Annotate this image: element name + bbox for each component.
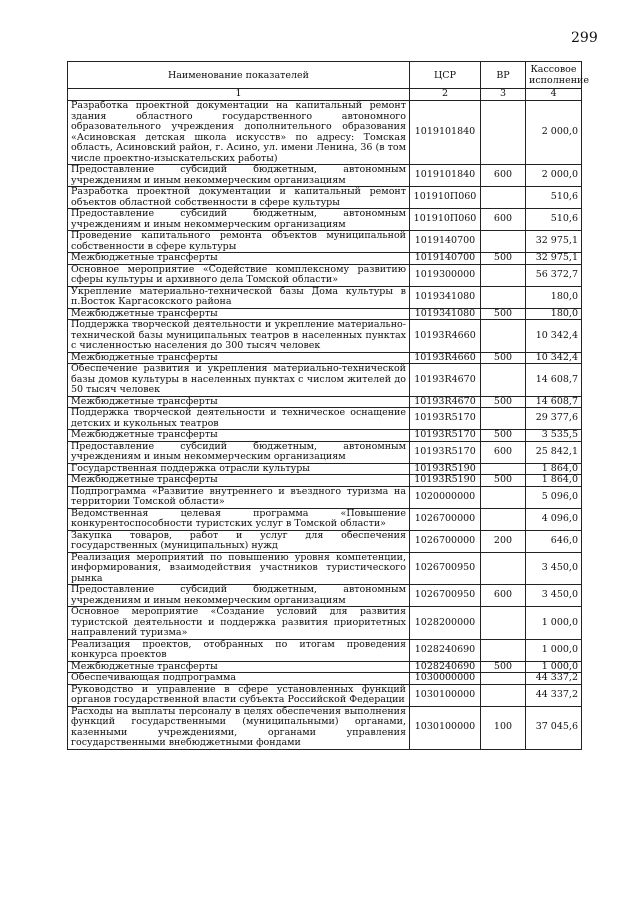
- row-csr: 10193R5170: [410, 408, 481, 430]
- header-csr: ЦСР: [410, 62, 481, 89]
- row-amount: 1 864,0: [526, 475, 582, 487]
- row-name: Подпрограмма «Развитие внутреннего и въездного туризма на территории Томской области»: [68, 486, 410, 508]
- row-vr: [481, 187, 526, 209]
- table-row: [68, 187, 582, 209]
- row-vr: 100: [481, 706, 526, 749]
- row-name: Межбюджетные трансферты: [68, 308, 410, 320]
- row-name: Межбюджетные трансферты: [68, 352, 410, 364]
- row-csr: 10193R5170: [410, 430, 481, 442]
- header-execution: Кассовое исполнение: [526, 62, 582, 89]
- row-vr: 500: [481, 475, 526, 487]
- row-amount: 3 450,0: [526, 585, 582, 607]
- row-name: Поддержка творческой деятельности и укрепление материально-технической базы муниципальных театров в населенных пунктах с численностью населения до 300 тысяч человек: [68, 320, 410, 353]
- row-name: Разработка проектной документации на капитальный ремонт здания областного государственного автономного образовательного учреждения дополнительного образования «Асиновская детская школа искусств» по адресу: Томская область, Асиновский район, г. Асино, ул. имени Ленина, 36 (в том числе проектно-изыскательских работы): [68, 101, 410, 165]
- row-amount: 37 045,6: [526, 706, 582, 749]
- table-row: [68, 408, 582, 430]
- row-name: Предоставление субсидий бюджетным, автономным учреждениям и иным некоммерческим организациям: [68, 585, 410, 607]
- row-csr: 10193R4660: [410, 320, 481, 353]
- table-body: [68, 101, 582, 750]
- row-vr: 500: [481, 308, 526, 320]
- table-row: [68, 364, 582, 397]
- row-name: Предоставление субсидий бюджетным, автономным учреждениям и иным некоммерческим организациям: [68, 165, 410, 187]
- table-row: [68, 165, 582, 187]
- row-amount: 32 975,1: [526, 253, 582, 265]
- row-csr: 1019140700: [410, 253, 481, 265]
- table-row: [68, 430, 582, 442]
- row-vr: [481, 101, 526, 165]
- row-vr: 500: [481, 396, 526, 408]
- row-vr: [481, 231, 526, 253]
- table-row: [68, 706, 582, 749]
- row-name: Межбюджетные трансферты: [68, 253, 410, 265]
- table-row: [68, 286, 582, 308]
- header-vr: ВР: [481, 62, 526, 89]
- table-row: [68, 231, 582, 253]
- row-csr: 101910П060: [410, 209, 481, 231]
- table-row: [68, 530, 582, 552]
- row-name: Обеспечивающая подпрограмма: [68, 673, 410, 685]
- row-name: Обеспечение развития и укрепления материально-технической базы домов культуры в населенных пунктах с числом жителей до 50 тысяч человек: [68, 364, 410, 397]
- row-amount: 56 372,7: [526, 264, 582, 286]
- table-row: [68, 209, 582, 231]
- row-name: Межбюджетные трансферты: [68, 396, 410, 408]
- column-number-row: [68, 89, 582, 101]
- row-csr: 10193R5190: [410, 463, 481, 475]
- table-row: [68, 661, 582, 673]
- table-row: [68, 101, 582, 165]
- row-name: Разработка проектной документации и капитальный ремонт объектов областной собственности в сфере культуры: [68, 187, 410, 209]
- table-row: [68, 352, 582, 364]
- table-row: [68, 486, 582, 508]
- row-name: Межбюджетные трансферты: [68, 661, 410, 673]
- table-row: [68, 639, 582, 661]
- row-amount: 510,6: [526, 209, 582, 231]
- row-name: Расходы на выплаты персоналу в целях обеспечения выполнения функций государственными (муниципальными) органами, казенными учреждениями, органами управления государственными внебюджетными фондами: [68, 706, 410, 749]
- row-csr: 1028200000: [410, 607, 481, 640]
- row-name: Поддержка творческой деятельности и техническое оснащение детских и кукольных театров: [68, 408, 410, 430]
- row-name: Закупка товаров, работ и услуг для обеспечения государственных (муниципальных) нужд: [68, 530, 410, 552]
- row-csr: 1030100000: [410, 706, 481, 749]
- row-name: Предоставление субсидий бюджетным, автономным учреждениям и иным некоммерческим организациям: [68, 441, 410, 463]
- row-vr: 500: [481, 352, 526, 364]
- row-amount: 510,6: [526, 187, 582, 209]
- row-csr: 1019341080: [410, 286, 481, 308]
- row-csr: 10193R4660: [410, 352, 481, 364]
- row-csr: 10193R5170: [410, 441, 481, 463]
- row-amount: 646,0: [526, 530, 582, 552]
- row-csr: 1026700950: [410, 552, 481, 585]
- row-amount: 44 337,2: [526, 684, 582, 706]
- row-vr: 200: [481, 530, 526, 552]
- row-amount: 180,0: [526, 308, 582, 320]
- row-csr: 1026700000: [410, 530, 481, 552]
- header-name: Наименование показателей: [68, 62, 410, 89]
- row-name: Укрепление материально-технической базы Дома культуры в п.Восток Каргасокского района: [68, 286, 410, 308]
- row-csr: 1028240690: [410, 661, 481, 673]
- row-csr: 1019101840: [410, 165, 481, 187]
- table-row: [68, 552, 582, 585]
- row-vr: 500: [481, 253, 526, 265]
- row-amount: 25 842,1: [526, 441, 582, 463]
- table-row: [68, 585, 582, 607]
- row-csr: 1030000000: [410, 673, 481, 685]
- row-vr: [481, 684, 526, 706]
- row-vr: 500: [481, 661, 526, 673]
- row-name: Проведение капитального ремонта объектов муниципальной собственности в сфере культуры: [68, 231, 410, 253]
- table-row: [68, 396, 582, 408]
- row-vr: [481, 408, 526, 430]
- table-row: [68, 508, 582, 530]
- row-vr: [481, 673, 526, 685]
- row-amount: 14 608,7: [526, 396, 582, 408]
- row-amount: 180,0: [526, 286, 582, 308]
- table-row: [68, 308, 582, 320]
- row-csr: 1026700950: [410, 585, 481, 607]
- row-name: Основное мероприятие «Создание условий для развития туристской деятельности и поддержка развития приоритетных направлений туризма»: [68, 607, 410, 640]
- table-row: [68, 673, 582, 685]
- row-amount: 1 000,0: [526, 661, 582, 673]
- row-name: Межбюджетные трансферты: [68, 475, 410, 487]
- row-name: Реализация мероприятий по повышению уровня компетенции, информирования, взаимодействия участников туристического рынка: [68, 552, 410, 585]
- table-header-row: [68, 62, 582, 89]
- row-vr: 600: [481, 209, 526, 231]
- column-number: 3: [481, 89, 526, 101]
- row-amount: 5 096,0: [526, 486, 582, 508]
- row-vr: 500: [481, 430, 526, 442]
- row-amount: 3 450,0: [526, 552, 582, 585]
- row-amount: 1 864,0: [526, 463, 582, 475]
- column-number: 2: [410, 89, 481, 101]
- row-csr: 1026700000: [410, 508, 481, 530]
- row-vr: [481, 639, 526, 661]
- row-name: Реализация проектов, отобранных по итогам проведения конкурса проектов: [68, 639, 410, 661]
- row-vr: [481, 320, 526, 353]
- row-amount: 1 000,0: [526, 607, 582, 640]
- row-amount: 14 608,7: [526, 364, 582, 397]
- row-vr: [481, 286, 526, 308]
- page-number: 299: [571, 30, 598, 46]
- row-csr: 1019341080: [410, 308, 481, 320]
- row-vr: [481, 463, 526, 475]
- table-row: [68, 475, 582, 487]
- row-csr: 10193R5190: [410, 475, 481, 487]
- row-vr: 600: [481, 441, 526, 463]
- row-name: Государственная поддержка отрасли культуры: [68, 463, 410, 475]
- row-vr: [481, 508, 526, 530]
- row-amount: 10 342,4: [526, 320, 582, 353]
- row-amount: 2 000,0: [526, 165, 582, 187]
- row-amount: 29 377,6: [526, 408, 582, 430]
- table-row: [68, 320, 582, 353]
- row-csr: 10193R4670: [410, 396, 481, 408]
- table-row: [68, 253, 582, 265]
- row-csr: 1020000000: [410, 486, 481, 508]
- row-vr: 600: [481, 165, 526, 187]
- row-vr: [481, 486, 526, 508]
- table-row: [68, 463, 582, 475]
- row-name: Межбюджетные трансферты: [68, 430, 410, 442]
- row-vr: [481, 364, 526, 397]
- row-vr: 600: [481, 585, 526, 607]
- row-amount: 1 000,0: [526, 639, 582, 661]
- row-amount: 44 337,2: [526, 673, 582, 685]
- row-name: Предоставление субсидий бюджетным, автономным учреждениям и иным некоммерческим организациям: [68, 209, 410, 231]
- row-amount: 10 342,4: [526, 352, 582, 364]
- column-number: 4: [526, 89, 582, 101]
- column-number: 1: [68, 89, 410, 101]
- row-name: Основное мероприятие «Содействие комплексному развитию сферы культуры и архивного дела Томской области»: [68, 264, 410, 286]
- row-csr: 101910П060: [410, 187, 481, 209]
- budget-execution-table: [67, 61, 589, 750]
- row-amount: 2 000,0: [526, 101, 582, 165]
- row-csr: 1019101840: [410, 101, 481, 165]
- row-amount: 3 535,5: [526, 430, 582, 442]
- row-vr: [481, 264, 526, 286]
- row-vr: [481, 607, 526, 640]
- row-csr: 1028240690: [410, 639, 481, 661]
- table-row: [68, 607, 582, 640]
- row-amount: 32 975,1: [526, 231, 582, 253]
- row-csr: 10193R4670: [410, 364, 481, 397]
- row-csr: 1030100000: [410, 684, 481, 706]
- row-csr: 1019300000: [410, 264, 481, 286]
- row-name: Ведомственная целевая программа «Повышение конкурентоспособности туристских услуг в Томской области»: [68, 508, 410, 530]
- row-vr: [481, 552, 526, 585]
- table-row: [68, 441, 582, 463]
- table-row: [68, 684, 582, 706]
- row-amount: 4 096,0: [526, 508, 582, 530]
- row-name: Руководство и управление в сфере установленных функций органов государственной власти субъекта Российской Федерации: [68, 684, 410, 706]
- table-row: [68, 264, 582, 286]
- row-csr: 1019140700: [410, 231, 481, 253]
